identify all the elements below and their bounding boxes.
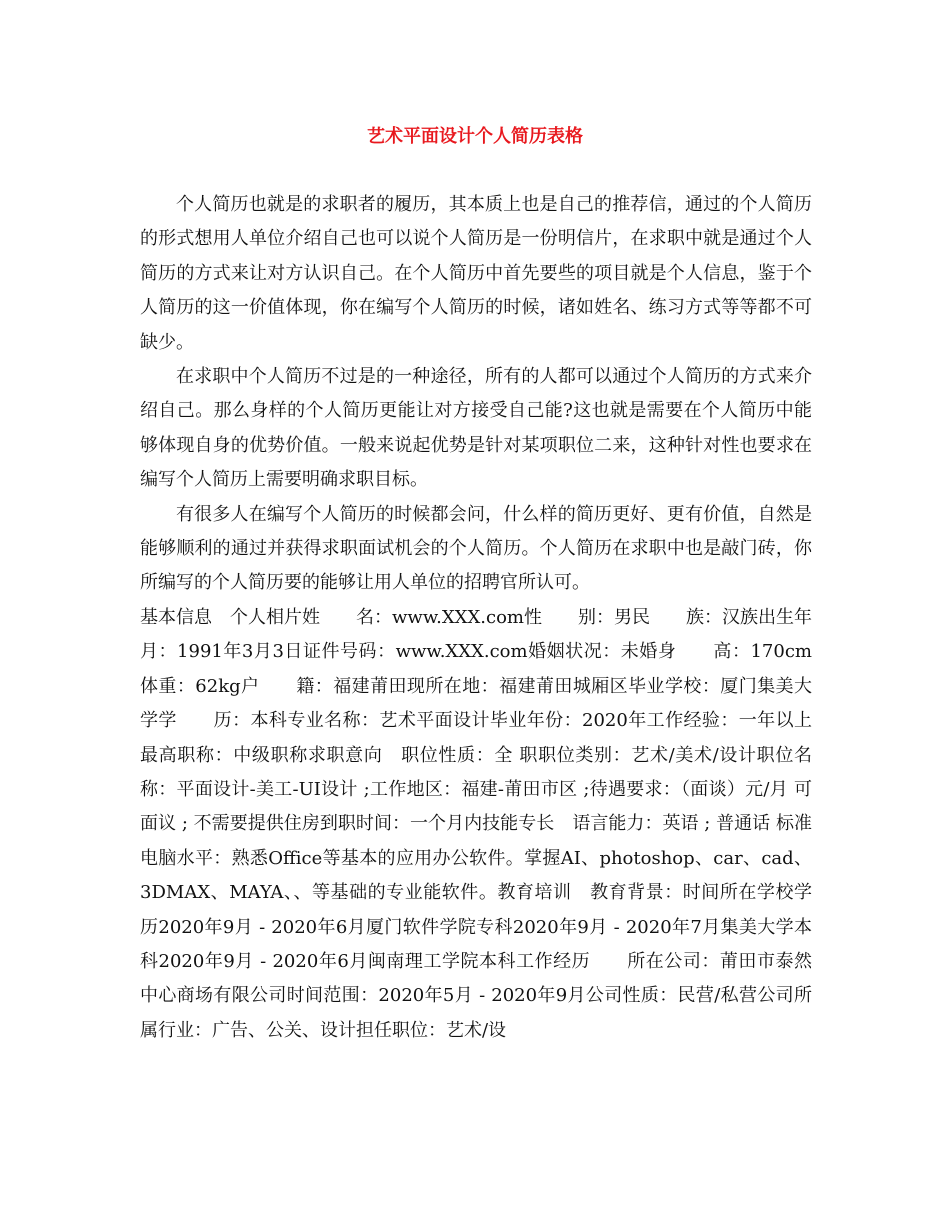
resume-details: 基本信息 个人相片姓 名：www.XXX.com性 别：男民 族：汉族出生年月：1991年3月3日证件号码：www.XXX.com婚姻状况：未婚身 高：170cm体重：62kg户 籍：福建莆田现所在地：福建莆田城厢区毕业学校：厦门集美大学学 历：本科专业名称：艺术平面设计毕业年份：2020年工作经验：一年以上最高职称：中级职称求职意向 职位性质：全 职职位类别：艺术/美术/设计职位名称：平面设计-美工-UI设计 ;工作地区：福建-莆田市区 ;待遇要求：（面谈）元/月 可面议 ; 不需要提供住房到职时间：一个月内技能专长 语言能力：英语 ; 普通话 标准电脑水平：熟悉Office等基本的应用办公软件。掌握AI、photoshop、car、cad、3DMAX、MAYA、、等基础的专业能软件。教育培训 教育背景：时间所在学校学历2020年9月 - 2020年6月厦门软件学院专科2020年9月 - 2020年7月集美大学本科2020年9月 - 2020年6月闽南理工学院本科工作经历 所在公司：莆田市泰然中心商场有限公司时间范围：2020年5月 - 2020年9月公司性质：民营/私营公司所属行业：广告、公关、设计担任职位：艺术/设 [140, 606, 812, 1041]
intro-paragraph-2: 在求职中个人简历不过是的一种途径，所有的人都可以通过个人简历的方式来介绍自己。那么身样的个人简历更能让对方接受自己能?这也就是需要在个人简历中能够体现自身的优势价值。一般来说起优势是针对某项职位二来，这种针对性也要求在编写个人简历上需要明确求职目标。 [140, 366, 812, 491]
document-title: 艺术平面设计个人简历表格 [367, 126, 583, 147]
intro-paragraph-1: 个人简历也就是的求职者的履历，其本质上也是自己的推荐信，通过的个人简历的形式想用人单位介绍自己也可以说个人简历是一份明信片，在求职中就是通过个人简历的方式来让对方认识自己。在个人简历中首先要些的项目就是个人信息，鉴于个人简历的这一价值体现，你在编写个人简历的时候，诸如姓名、练习方式等等都不可缺少。 [140, 194, 812, 353]
document-body [140, 188, 812, 1048]
intro-paragraph-3: 有很多人在编写个人简历的时候都会问，什么样的简历更好、更有价值，自然是能够顺利的通过并获得求职面试机会的个人简历。个人简历在求职中也是敲门砖，你所编写的个人简历要的能够让用人单位的招聘官所认可。 [140, 503, 812, 594]
